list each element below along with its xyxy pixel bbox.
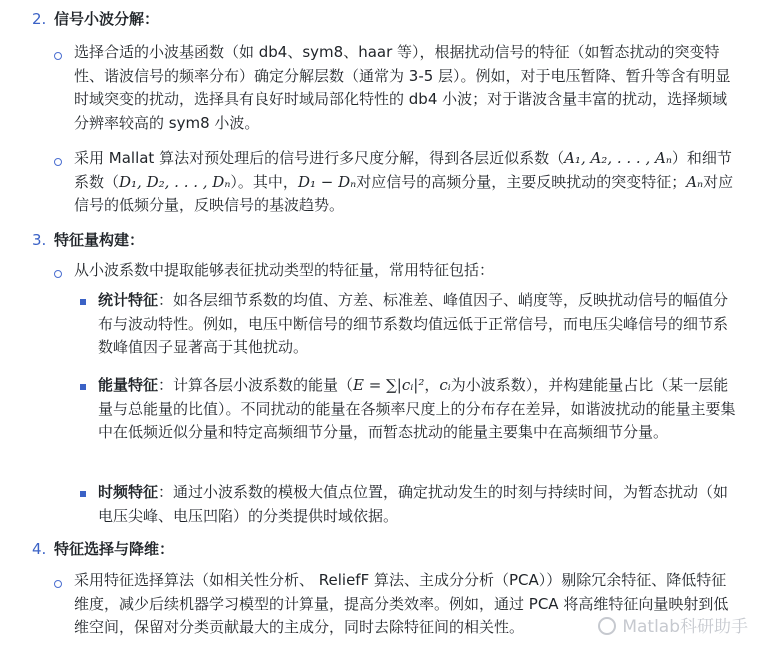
math-d-range: D₁ − Dₙ [297, 172, 357, 191]
square-bullet-icon [80, 299, 86, 305]
section-number: 2. [32, 10, 47, 28]
list-item: 选择合适的小波基函数（如 db4、sym8、haar 等），根据扰动信号的特征（如暂态扰动的突变特性、谐波信号的频率分布）确定分解层数（通常为 3-5 层）。例如，对于电压暂降、暂升等含有明显时域突变的扰动，选择具有良好时域局部化特性的 db4 小波；对于谐波含量丰富的扰动，选择频域分辨率较高的 sym8 小波。 [74, 43, 731, 132]
list-item: 从小波系数中提取能够表征扰动类型的特征量，常用特征包括： [74, 261, 495, 279]
square-bullet-icon [80, 491, 86, 497]
list-item: 统计特征：如各层细节系数的均值、方差、标准差、峰值因子、峭度等，反映扰动信号的幅值分布与波动特性。例如，电压中断信号的细节系数均值远低于正常信号，而电压尖峰信号的细节系数峰值因子显著高于其他扰动。 [98, 291, 729, 356]
section-title: 信号小波分解 [54, 10, 145, 28]
watermark: Matlab科研助手 [598, 612, 748, 637]
section-number: 4. [32, 540, 47, 558]
section-title: 特征选择与降维 [54, 540, 160, 558]
square-bullet-icon [80, 384, 86, 390]
wechat-logo-icon [598, 617, 616, 635]
section-title: 特征量构建 [54, 231, 130, 249]
math-d-sequence: D₁, D₂, . . . , Dₙ [119, 172, 231, 191]
section-4-heading: 4. 特征选择与降维： [32, 540, 175, 558]
circle-bullet-icon [54, 52, 62, 60]
list-item: 能量特征：计算各层小波系数的能量（E = ∑|cᵢ|²，cᵢ为小波系数），并构建能量占比（某一层能量与总能量的比值）。不同扰动的能量在各频率尺度上的分布存在差异，如谐波扰动的能量主要集中在低频近似分量和特定高频细节分量，而暂态扰动的能量主要集中在高频细节分量。 [98, 376, 736, 441]
math-energy-formula: E = ∑|cᵢ|² [353, 376, 425, 394]
list-item: 采用特征选择算法（如相关性分析、 ReliefF 算法、主成分分析（PCA））剔除冗余特征、降低特征维度，减少后续机器学习模型的计算量，提高分类效率。例如，通过 PCA 将高维特征向量映射到低维空间，保留对分类贡献最大的主成分，同时去除特征间的相关性。 [74, 571, 729, 636]
section-2-heading: 2. 信号小波分解： [32, 10, 160, 28]
circle-bullet-icon [54, 580, 62, 588]
list-item: 采用 Mallat 算法对预处理后的信号进行多尺度分解，得到各层近似系数（A₁, A₂, . . . , Aₙ）和细节系数（D₁, D₂, . . . , Dₙ）。其中，D₁ − Dₙ对应信号的高频分量，主要反映扰动的突变特征；Aₙ对应信号的低频分量，反映信号的基波趋势。 [74, 149, 734, 214]
section-number: 3. [32, 231, 47, 249]
circle-bullet-icon [54, 158, 62, 166]
section-3-heading: 3. 特征量构建： [32, 231, 145, 249]
math-a-sequence: A₁, A₂, . . . , Aₙ [564, 149, 672, 167]
list-item: 时频特征：通过小波系数的模极大值点位置，确定扰动发生的时刻与持续时间，为暂态扰动（如电压尖峰、电压凹陷）的分类提供时域依据。 [98, 483, 729, 525]
math-ci: cᵢ [439, 376, 451, 394]
circle-bullet-icon [54, 270, 62, 278]
math-an: Aₙ [686, 172, 704, 191]
